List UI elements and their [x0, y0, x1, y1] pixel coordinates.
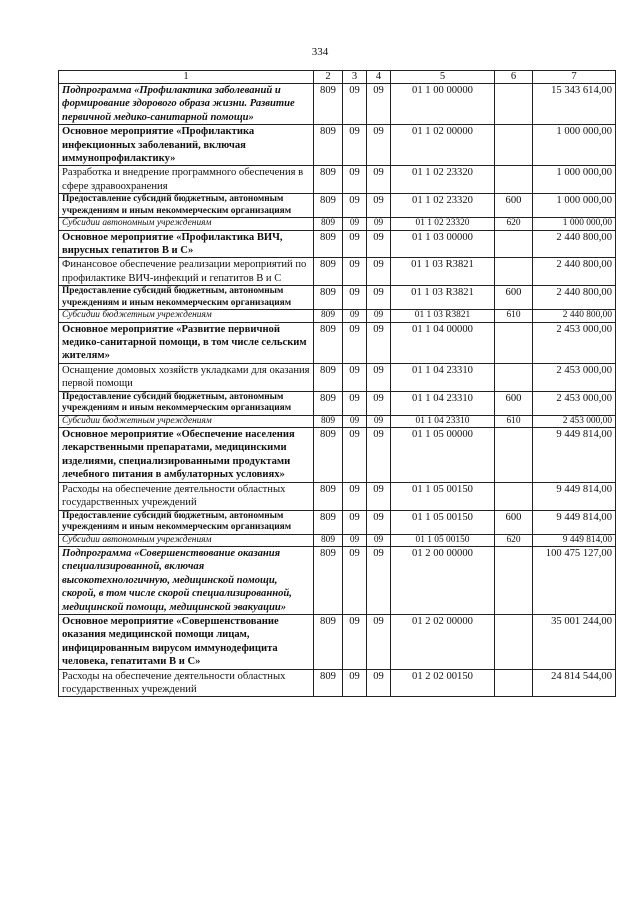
cell-subsection-code: 09 [367, 546, 391, 614]
cell-amount: 24 814 544,00 [533, 669, 616, 697]
cell-dept-code: 809 [314, 482, 343, 510]
table-row [59, 546, 616, 614]
cell-target-code: 01 1 04 23310 [391, 363, 495, 391]
cell-target-code: 01 1 02 00000 [391, 125, 495, 166]
cell-section-code: 09 [343, 510, 367, 534]
column-header: 1 [59, 71, 314, 84]
cell-subsection-code: 09 [367, 669, 391, 697]
table-row [59, 310, 616, 322]
cell-expense-type: 600 [495, 510, 533, 534]
cell-amount: 1 000 000,00 [533, 125, 616, 166]
table-row [59, 669, 616, 697]
cell-amount: 2 453 000,00 [533, 391, 616, 415]
cell-target-code: 01 2 00 00000 [391, 546, 495, 614]
cell-dept-code: 809 [314, 125, 343, 166]
cell-subsection-code: 09 [367, 310, 391, 322]
cell-expense-type [495, 546, 533, 614]
cell-expense-type: 620 [495, 534, 533, 546]
table-row [59, 415, 616, 427]
cell-dept-code: 809 [314, 166, 343, 194]
cell-dept-code: 809 [314, 286, 343, 310]
table-row [59, 125, 616, 166]
cell-section-code: 09 [343, 125, 367, 166]
cell-target-code: 01 1 02 23320 [391, 218, 495, 230]
cell-expense-type [495, 428, 533, 483]
cell-subsection-code: 09 [367, 363, 391, 391]
cell-amount: 1 000 000,00 [533, 194, 616, 218]
table-row [59, 363, 616, 391]
cell-dept-code: 809 [314, 194, 343, 218]
cell-expense-type [495, 614, 533, 669]
cell-name: Основное мероприятие «Совершенствование оказания медицинской помощи лицам, инфицированным вирусом иммунодефицита человека, гепатитами В и С» [59, 614, 314, 669]
cell-subsection-code: 09 [367, 125, 391, 166]
cell-expense-type [495, 84, 533, 125]
cell-amount: 15 343 614,00 [533, 84, 616, 125]
column-header: 5 [391, 71, 495, 84]
cell-section-code: 09 [343, 669, 367, 697]
cell-expense-type: 600 [495, 391, 533, 415]
table-row [59, 428, 616, 483]
cell-name: Расходы на обеспечение деятельности областных государственных учреждений [59, 669, 314, 697]
table-row [59, 534, 616, 546]
table-row [59, 84, 616, 125]
cell-dept-code: 809 [314, 230, 343, 258]
cell-target-code: 01 1 03 R3821 [391, 286, 495, 310]
cell-amount: 2 453 000,00 [533, 415, 616, 427]
cell-amount: 9 449 814,00 [533, 534, 616, 546]
budget-table [58, 70, 616, 697]
cell-subsection-code: 09 [367, 230, 391, 258]
column-header: 4 [367, 71, 391, 84]
cell-name: Основное мероприятие «Профилактика ВИЧ, вирусных гепатитов В и С» [59, 230, 314, 258]
cell-dept-code: 809 [314, 534, 343, 546]
cell-expense-type [495, 482, 533, 510]
column-header: 6 [495, 71, 533, 84]
cell-name: Подпрограмма «Совершенствование оказания специализированной, включая высокотехнологичную, медицинской помощи, скорой, в том числе скорой специализированной, медицинской помощи, медицинской эвакуации» [59, 546, 314, 614]
table-row [59, 218, 616, 230]
cell-target-code: 01 1 00 00000 [391, 84, 495, 125]
cell-amount: 9 449 814,00 [533, 428, 616, 483]
cell-name: Разработка и внедрение программного обеспечения в сфере здравоохранения [59, 166, 314, 194]
cell-subsection-code: 09 [367, 166, 391, 194]
cell-target-code: 01 1 04 00000 [391, 322, 495, 363]
cell-subsection-code: 09 [367, 194, 391, 218]
table-row [59, 194, 616, 218]
cell-section-code: 09 [343, 546, 367, 614]
cell-amount: 2 440 800,00 [533, 258, 616, 286]
cell-amount: 2 440 800,00 [533, 310, 616, 322]
cell-dept-code: 809 [314, 218, 343, 230]
cell-target-code: 01 1 05 00000 [391, 428, 495, 483]
cell-dept-code: 809 [314, 391, 343, 415]
cell-section-code: 09 [343, 310, 367, 322]
cell-subsection-code: 09 [367, 322, 391, 363]
cell-dept-code: 809 [314, 322, 343, 363]
cell-name: Субсидии автономным учреждениям [59, 534, 314, 546]
table-row [59, 230, 616, 258]
cell-subsection-code: 09 [367, 258, 391, 286]
cell-amount: 100 475 127,00 [533, 546, 616, 614]
cell-section-code: 09 [343, 415, 367, 427]
cell-subsection-code: 09 [367, 510, 391, 534]
cell-target-code: 01 1 03 00000 [391, 230, 495, 258]
cell-section-code: 09 [343, 428, 367, 483]
cell-target-code: 01 1 04 23310 [391, 415, 495, 427]
cell-expense-type: 620 [495, 218, 533, 230]
cell-subsection-code: 09 [367, 218, 391, 230]
cell-name: Финансовое обеспечение реализации мероприятий по профилактике ВИЧ-инфекций и гепатитов В и С [59, 258, 314, 286]
cell-target-code: 01 1 02 23320 [391, 166, 495, 194]
cell-expense-type: 600 [495, 286, 533, 310]
cell-section-code: 09 [343, 258, 367, 286]
cell-amount: 2 440 800,00 [533, 286, 616, 310]
cell-target-code: 01 1 03 R3821 [391, 310, 495, 322]
cell-subsection-code: 09 [367, 614, 391, 669]
cell-target-code: 01 1 04 23310 [391, 391, 495, 415]
cell-amount: 2 453 000,00 [533, 363, 616, 391]
cell-name: Основное мероприятие «Профилактика инфекционных заболеваний, включая иммунопрофилактику» [59, 125, 314, 166]
cell-target-code: 01 2 02 00000 [391, 614, 495, 669]
cell-dept-code: 809 [314, 428, 343, 483]
cell-name: Основное мероприятие «Обеспечение населения лекарственными препаратами, медицинскими изделиями, специализированными продуктами лечебного питания в амбулаторных условиях» [59, 428, 314, 483]
cell-name: Субсидии автономным учреждениям [59, 218, 314, 230]
table-row [59, 258, 616, 286]
cell-subsection-code: 09 [367, 415, 391, 427]
cell-section-code: 09 [343, 614, 367, 669]
cell-expense-type [495, 166, 533, 194]
cell-name: Основное мероприятие «Развитие первичной медико-санитарной помощи, в том числе сельским жителям» [59, 322, 314, 363]
cell-expense-type: 610 [495, 310, 533, 322]
cell-dept-code: 809 [314, 546, 343, 614]
cell-target-code: 01 1 02 23320 [391, 194, 495, 218]
cell-target-code: 01 1 03 R3821 [391, 258, 495, 286]
cell-section-code: 09 [343, 218, 367, 230]
cell-name: Предоставление субсидий бюджетным, автономным учреждениям и иным некоммерческим организациям [59, 510, 314, 534]
cell-name: Предоставление субсидий бюджетным, автономным учреждениям и иным некоммерческим организациям [59, 286, 314, 310]
cell-section-code: 09 [343, 84, 367, 125]
cell-subsection-code: 09 [367, 84, 391, 125]
cell-name: Предоставление субсидий бюджетным, автономным учреждениям и иным некоммерческим организациям [59, 391, 314, 415]
cell-section-code: 09 [343, 230, 367, 258]
cell-subsection-code: 09 [367, 482, 391, 510]
cell-amount: 9 449 814,00 [533, 510, 616, 534]
cell-subsection-code: 09 [367, 534, 391, 546]
cell-dept-code: 809 [314, 510, 343, 534]
cell-dept-code: 809 [314, 415, 343, 427]
cell-expense-type: 610 [495, 415, 533, 427]
cell-section-code: 09 [343, 166, 367, 194]
cell-subsection-code: 09 [367, 286, 391, 310]
cell-expense-type [495, 230, 533, 258]
cell-name: Расходы на обеспечение деятельности областных государственных учреждений [59, 482, 314, 510]
cell-target-code: 01 1 05 00150 [391, 510, 495, 534]
table-row [59, 482, 616, 510]
cell-dept-code: 809 [314, 614, 343, 669]
table-row [59, 510, 616, 534]
cell-expense-type: 600 [495, 194, 533, 218]
cell-section-code: 09 [343, 194, 367, 218]
cell-expense-type [495, 125, 533, 166]
cell-section-code: 09 [343, 482, 367, 510]
cell-name: Субсидии бюджетным учреждениям [59, 310, 314, 322]
table-row [59, 391, 616, 415]
cell-subsection-code: 09 [367, 428, 391, 483]
table-row [59, 322, 616, 363]
cell-amount: 1 000 000,00 [533, 218, 616, 230]
cell-expense-type [495, 258, 533, 286]
cell-section-code: 09 [343, 286, 367, 310]
table-row [59, 166, 616, 194]
cell-dept-code: 809 [314, 310, 343, 322]
cell-section-code: 09 [343, 363, 367, 391]
cell-name: Оснащение домовых хозяйств укладками для оказания первой помощи [59, 363, 314, 391]
cell-amount: 1 000 000,00 [533, 166, 616, 194]
cell-name: Подпрограмма «Профилактика заболеваний и формирование здорового образа жизни. Развитие первичной медико-санитарной помощи» [59, 84, 314, 125]
cell-expense-type [495, 322, 533, 363]
cell-expense-type [495, 669, 533, 697]
cell-section-code: 09 [343, 391, 367, 415]
cell-dept-code: 809 [314, 84, 343, 125]
column-header: 3 [343, 71, 367, 84]
column-header: 7 [533, 71, 616, 84]
table-row [59, 614, 616, 669]
cell-dept-code: 809 [314, 669, 343, 697]
cell-amount: 9 449 814,00 [533, 482, 616, 510]
cell-dept-code: 809 [314, 258, 343, 286]
cell-amount: 35 001 244,00 [533, 614, 616, 669]
cell-expense-type [495, 363, 533, 391]
page-number: 334 [311, 46, 329, 58]
cell-amount: 2 440 800,00 [533, 230, 616, 258]
cell-target-code: 01 1 05 00150 [391, 482, 495, 510]
cell-section-code: 09 [343, 534, 367, 546]
table-header-row [59, 71, 616, 84]
cell-dept-code: 809 [314, 363, 343, 391]
column-header: 2 [314, 71, 343, 84]
cell-section-code: 09 [343, 322, 367, 363]
cell-subsection-code: 09 [367, 391, 391, 415]
cell-target-code: 01 2 02 00150 [391, 669, 495, 697]
table-row [59, 286, 616, 310]
cell-name: Предоставление субсидий бюджетным, автономным учреждениям и иным некоммерческим организациям [59, 194, 314, 218]
cell-name: Субсидии бюджетным учреждениям [59, 415, 314, 427]
cell-amount: 2 453 000,00 [533, 322, 616, 363]
cell-target-code: 01 1 05 00150 [391, 534, 495, 546]
